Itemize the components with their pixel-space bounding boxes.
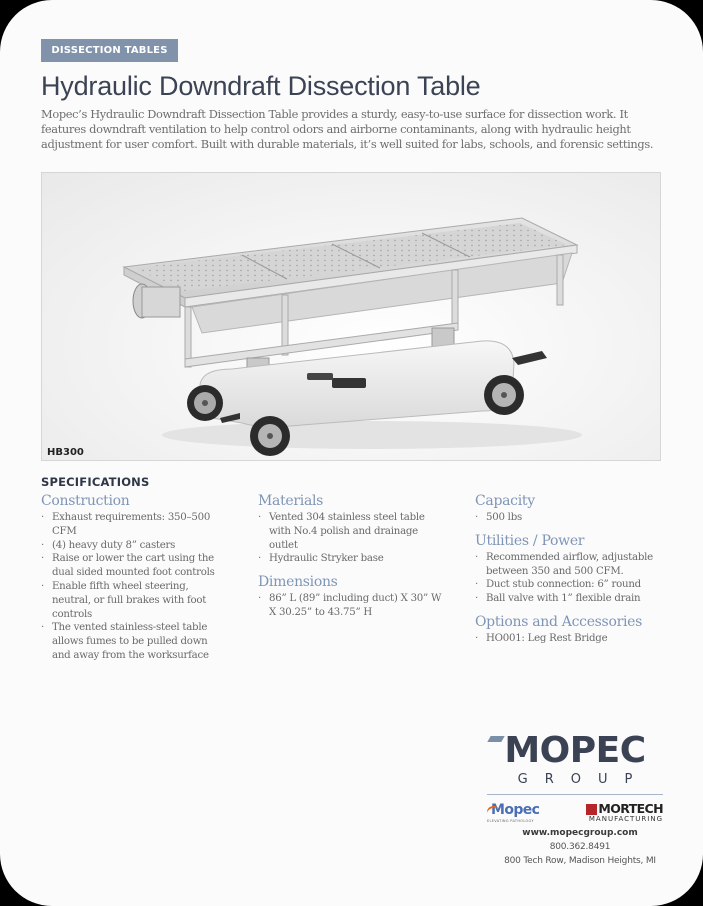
construction-list [41,511,221,663]
contact-info [470,826,690,868]
list-item: · Exhaust requirements: 350–500 CFM [41,511,221,539]
utilities-list [475,551,660,606]
materials-list [258,511,443,566]
list-item: · Hydraulic Stryker base [258,552,443,566]
section-title-options: Options and Accessories [475,613,643,630]
spec-column-3 [475,492,660,653]
sub-brand-logos [487,803,663,824]
capacity-list [475,511,660,525]
section-title-construction: Construction [41,493,130,509]
list-item: · Recommended airflow, adjustable between 350 and 500 CFM. [475,551,660,579]
phone-number: 800.362.8491 [549,842,611,852]
mopec-group-logo [487,730,663,824]
list-item: · Ball valve with 1” flexible drain [475,592,660,606]
category-tag: DISSECTION TABLES [41,39,178,62]
list-item: · Raise or lower the cart using the dual sided mounted foot controls [41,552,221,580]
dimensions-list [258,592,443,620]
dissection-table-illustration [42,173,661,461]
mopec-pathology-logo: Mopec ELEVATING PATHOLOGY [487,802,540,823]
section-title-capacity: Capacity [475,493,535,509]
list-item: · Duct stub connection: 6” round [475,578,660,592]
list-item: · Enable fifth wheel steering, neutral, or full brakes with foot controls [41,580,221,621]
options-list [475,632,660,646]
list-item: · 500 lbs [475,511,660,525]
section-title-dimensions: Dimensions [258,574,338,591]
list-item: · The vented stainless-steel table allows fumes to be pulled down and away from the worksurface [41,621,221,662]
model-number: HB300 [47,447,84,458]
page-title: Hydraulic Downdraft Dissection Table [41,71,481,101]
red-square-icon [586,804,597,815]
product-image [41,172,661,461]
list-item: · HO001: Leg Rest Bridge [475,632,660,646]
section-title-materials: Materials [258,493,324,509]
list-item: · 86” L (89” including duct) X 30” W X 30.25” to 43.75” H [258,592,443,620]
section-title-utilities: Utilities / Power [475,532,585,549]
spec-column-1 [41,492,221,670]
list-item: · Vented 304 stainless steel table with No.4 polish and drainage outlet [258,511,443,552]
mortech-logo: MORTECH MANUFACTURING [573,803,663,824]
website-link[interactable]: www.mopecgroup.com [522,828,638,838]
logo-subtitle: GROUP [517,772,650,787]
address: 800 Tech Row, Madison Heights, MI [504,856,656,866]
divider [487,794,663,795]
list-item: · (4) heavy duty 8” casters [41,539,221,553]
intro-paragraph: Mopec’s Hydraulic Downdraft Dissection Table provides a sturdy, easy-to-use surface for dissection work. It features downdraft ventilation to help control odors and airborne contaminants, along with hydraulic height adjustment for user comfort. Built with durable materials, it’s well suited for labs, schools, and forensic settings. [41,107,654,151]
logo-accent-icon [487,736,504,742]
logo-wordmark: MOPEC [487,733,663,769]
spec-column-2 [258,492,443,627]
specifications-heading: SPECIFICATIONS [41,475,150,489]
